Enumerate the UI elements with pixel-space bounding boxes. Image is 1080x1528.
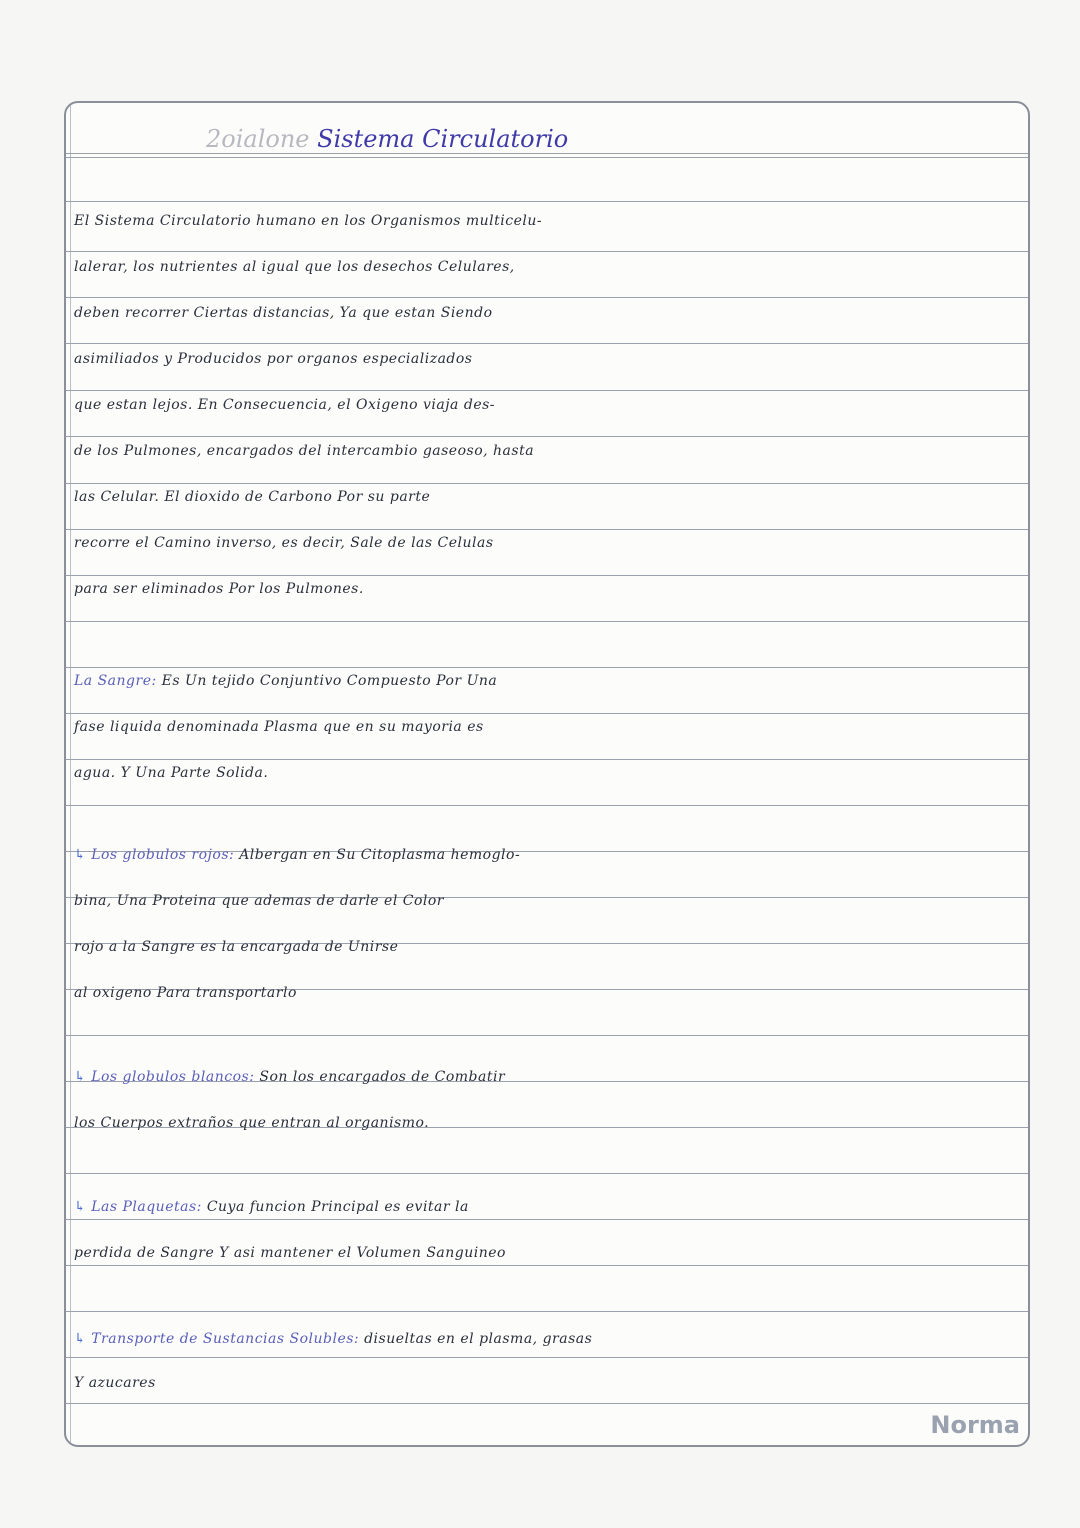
- platelets-line: perdida de Sangre Y asi mantener el Volumen Sanguineo: [74, 1245, 506, 1261]
- intro-line: deben recorrer Ciertas distancias, Ya que estan Siendo: [74, 305, 493, 321]
- arrow-bullet-icon: ↳: [74, 1331, 87, 1347]
- rule-line: [66, 529, 1028, 530]
- intro-line: recorre el Camino inverso, es decir, Sale de las Celulas: [74, 535, 494, 551]
- red-cells-line: [74, 847, 1022, 863]
- white-cells-line: los Cuerpos extraños que entran al organismo.: [74, 1115, 430, 1131]
- rule-line: [66, 390, 1028, 391]
- page-title: [206, 125, 568, 153]
- platelets-text: Cuya funcion Principal es evitar la: [206, 1199, 469, 1215]
- rule-line: [66, 1311, 1028, 1312]
- white-cells-line: [74, 1069, 1022, 1085]
- intro-line: que estan lejos. En Consecuencia, el Oxigeno viaja des-: [74, 397, 496, 413]
- rule-line: [66, 1173, 1028, 1174]
- arrow-bullet-icon: ↳: [74, 1199, 87, 1215]
- red-cells-line: al oxigeno Para transportarlo: [74, 985, 297, 1001]
- transport-text: disueltas en el plasma, grasas: [364, 1331, 593, 1347]
- white-cells-text: Son los encargados de Combatir: [259, 1069, 506, 1085]
- rule-line: [66, 575, 1028, 576]
- arrow-bullet-icon: ↳: [74, 847, 87, 863]
- rule-line: [66, 483, 1028, 484]
- red-cells-line: rojo a la Sangre es la encargada de Unirse: [74, 939, 399, 955]
- rule-line: [66, 1035, 1028, 1036]
- blood-line: fase liquida denominada Plasma que en su mayoria es: [74, 719, 484, 735]
- rule-line: [66, 759, 1028, 760]
- rule-line: [66, 667, 1028, 668]
- rule-line: [66, 805, 1028, 806]
- margin-line: [70, 103, 71, 1445]
- red-cells-term: Los globulos rojos:: [91, 847, 235, 863]
- rule-line: [66, 153, 1028, 154]
- rule-line: [66, 1403, 1028, 1404]
- arrow-bullet-icon: ↳: [74, 1069, 87, 1085]
- rule-line: [66, 713, 1028, 714]
- intro-line: de los Pulmones, encargados del intercambio gaseoso, hasta: [74, 443, 535, 459]
- rule-line: [66, 201, 1028, 202]
- transport-line: [74, 1331, 1022, 1347]
- white-cells-term: Los globulos blancos:: [91, 1069, 255, 1085]
- platelets-term: Las Plaquetas:: [91, 1199, 202, 1215]
- red-cells-text: Albergan en Su Citoplasma hemoglo-: [239, 847, 521, 863]
- title-text: Sistema Circulatorio: [317, 125, 569, 153]
- intro-line: las Celular. El dioxido de Carbono Por su parte: [74, 489, 431, 505]
- rule-line: [66, 157, 1028, 158]
- transport-term: Transporte de Sustancias Solubles:: [91, 1331, 360, 1347]
- blood-text: Es Un tejido Conjuntivo Compuesto Por Una: [161, 673, 498, 689]
- intro-line: para ser eliminados Por los Pulmones.: [74, 581, 364, 597]
- blood-line: agua. Y Una Parte Solida.: [74, 765, 269, 781]
- rule-line: [66, 621, 1028, 622]
- transport-line: Y azucares: [74, 1375, 156, 1391]
- title-ghost-prefix: 2oialone: [206, 125, 310, 153]
- intro-line: asimiliados y Producidos por organos especializados: [74, 351, 473, 367]
- rule-line: [66, 1357, 1028, 1358]
- brand-logo: Norma: [930, 1411, 1020, 1439]
- platelets-line: [74, 1199, 1022, 1215]
- red-cells-line: bina, Una Proteina que ademas de darle el Color: [74, 893, 444, 909]
- rule-line: [66, 297, 1028, 298]
- blood-term: La Sangre:: [74, 673, 157, 689]
- intro-line: El Sistema Circulatorio humano en los Organismos multicelu-: [74, 213, 543, 229]
- rule-line: [66, 251, 1028, 252]
- rule-line: [66, 436, 1028, 437]
- notebook-page: [64, 101, 1030, 1447]
- rule-line: [66, 1265, 1028, 1266]
- rule-line: [66, 1219, 1028, 1220]
- rule-line: [66, 343, 1028, 344]
- intro-line: lalerar, los nutrientes al igual que los desechos Celulares,: [74, 259, 515, 275]
- blood-line: [74, 673, 1022, 689]
